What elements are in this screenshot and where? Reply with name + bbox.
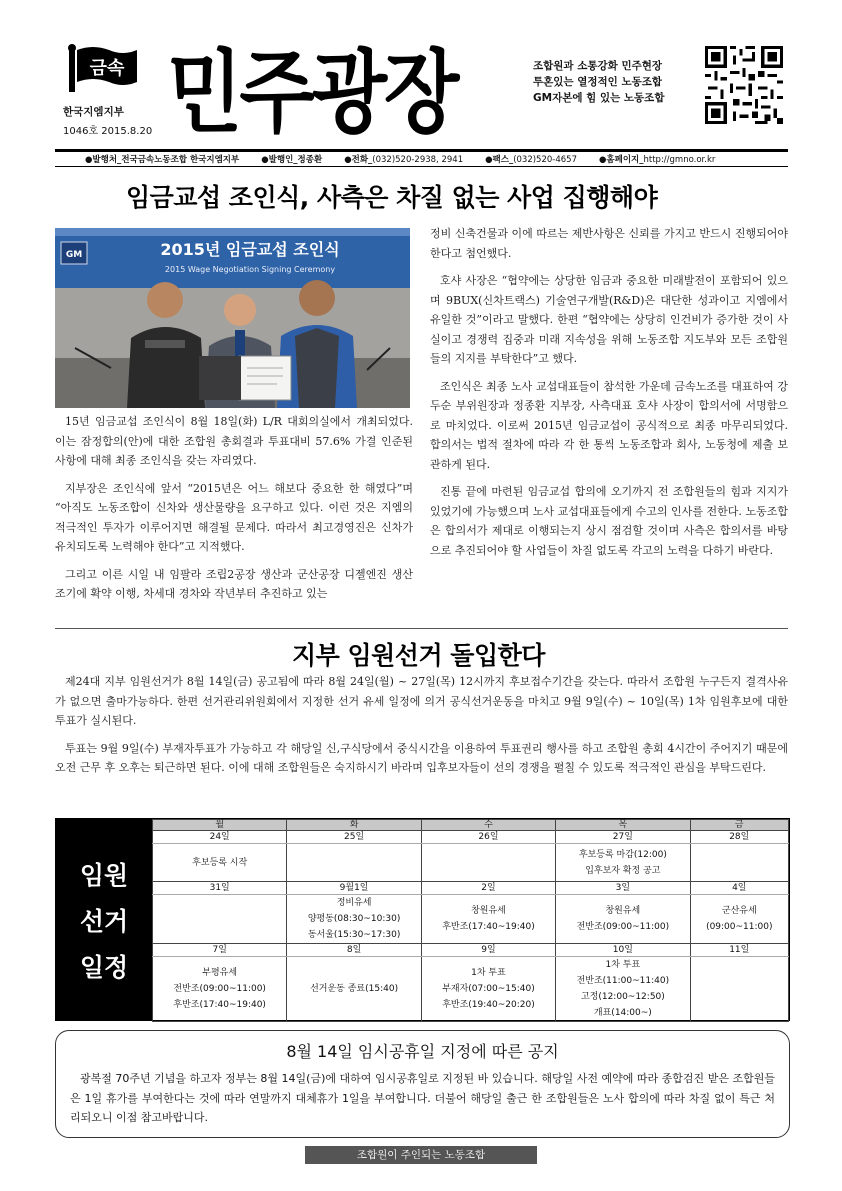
- notice-title: 8월 14일 임시공휴일 지정에 따른 공지: [286, 1042, 559, 1061]
- article1-paragraph: 호샤 사장은 “협약에는 상당한 임금과 중요한 미래발전이 포함되어 있으며 9BUX(신차트랙스) 기술연구개발(R&D)은 대단한 성과이고 지엠에서 유일한 것”이라고 말했다. 한편 “협약에는 상당히 인건비가 증가한 것이 사실이고 경쟁력 집중과 미래 지속성을 위해 노동조합 지도부와 모든 조합원들의 지지를 부탁한다”고 했다.: [430, 274, 788, 365]
- event-cell: [421, 895, 555, 944]
- event-line: 후보등록 마감(12:00): [578, 849, 667, 860]
- date-cell: 10일: [556, 944, 690, 957]
- date-cell: 31일: [153, 882, 287, 895]
- event-line: 개표(14:00~): [593, 1008, 652, 1018]
- date-cell: 9일: [421, 944, 555, 957]
- event-line: 입후보자 확정 공고: [585, 865, 661, 876]
- weekday-cell: 수: [421, 820, 555, 831]
- pub-item-publisher: ●발행처_전국금속노동조합 한국지엠지부: [85, 155, 240, 165]
- event-cell: [421, 957, 555, 1022]
- article1-paragraph: 진통 끝에 마련된 임금교섭 합의에 오기까지 전 조합원들의 힘과 지지가 있었기에 가능했으며 노사 교섭대표들에게 수고의 인사를 전한다. 노동조합은 합의서가 제대로 이행되는지 상시 점검할 것이며 사측은 합의서를 바탕으로 추진되어야 할 사업들이 차질 없도록 각고의 노력을 다하기 바란다.: [430, 485, 788, 557]
- article2-body: [55, 672, 788, 786]
- article1-left-column: [55, 412, 413, 612]
- date-row: [153, 882, 789, 895]
- article2-headline: 지부 임원선거 돌입한다: [292, 641, 545, 670]
- photo-badge: GM: [65, 250, 83, 260]
- event-line: 부평유세: [202, 968, 238, 978]
- pub-item-fax: ●팩스_(032)520-4657: [485, 155, 577, 165]
- event-line: 후반조(19:40~20:20): [442, 1000, 535, 1010]
- photo-illustration: [55, 228, 410, 408]
- date-cell: 25일: [287, 831, 421, 844]
- date-cell: 4일: [690, 882, 788, 895]
- article1-right-column: [430, 224, 788, 568]
- event-cell: [287, 895, 421, 944]
- event-line: 정비유세: [336, 898, 372, 908]
- event-cell: [153, 957, 287, 1022]
- event-line: 전반조(09:00~11:00): [576, 922, 670, 932]
- schedule-label: [56, 819, 152, 1020]
- event-cell: [153, 895, 287, 944]
- logo-text: 금속: [89, 58, 125, 79]
- pub-item-phone: ●전화_(032)520-2938, 2941: [344, 155, 464, 165]
- event-cell: [556, 844, 690, 882]
- date-cell: 3일: [556, 882, 690, 895]
- section-divider: [55, 628, 788, 629]
- date-cell: 2일: [421, 882, 555, 895]
- slogans: [533, 58, 664, 106]
- event-line: 후보등록 시작: [192, 857, 248, 868]
- article1-paragraph: 15년 임금교섭 조인식이 8월 18일(화) L/R 대회의실에서 개최되었다. 이는 잠정합의(안)에 대한 조합원 총회결과 투표대비 57.6% 가결 인준된 사항에 대해 최종 조인식을 갖는 자리였다.: [55, 415, 413, 467]
- issue-info: 1046호 2015.8.20: [63, 126, 153, 137]
- event-line: 전반조(09:00~11:00): [173, 984, 266, 994]
- holiday-notice: [55, 1030, 790, 1138]
- photo-banner-main: 2015년 임금교섭 조인식: [160, 240, 340, 259]
- photo-banner-sub: 2015 Wage Negotiation Signing Ceremony: [164, 265, 336, 274]
- newsletter-title: 민주광장: [167, 42, 457, 146]
- schedule-label-line: 임원: [79, 861, 129, 890]
- slogan-line: 조합원과 소통강화 민주현장: [533, 60, 663, 72]
- union-flag-logo: [63, 44, 141, 92]
- event-line: 창원유세: [471, 906, 506, 916]
- article1-paragraph: 그리고 이른 시일 내 임팔라 조립2공장 생산과 군산공장 디젤엔진 생산 조기에 확약 이행, 차세대 경차와 작년부터 추진하고 있는: [55, 567, 413, 600]
- article1-paragraph: 조인식은 최종 노사 교섭대표들이 참석한 가운데 금속노조를 대표하여 강두순 부위원장과 정종환 지부장, 사측대표 호샤 사장이 합의서에 서명함으로 마치었다. 이로써 2015년 임금교섭이 공식적으로 최종 마무리되었다. 합의서는 법적 절차에 따라 각 한 통씩 노동조합과 회사, 노동청에 제출 보관하게 된다.: [430, 379, 788, 471]
- event-cell: [556, 957, 690, 1022]
- qr-code[interactable]: [705, 46, 783, 124]
- weekday-cell: 금: [690, 820, 788, 831]
- slogan-line: GM자본에 힘 있는 노동조합: [533, 92, 665, 104]
- event-cell: [690, 844, 788, 882]
- event-line: 1차 투표: [471, 968, 506, 978]
- event-line: 군산유세: [721, 906, 757, 916]
- weekday-cell: 월: [153, 820, 287, 831]
- event-cell: [421, 844, 555, 882]
- event-line: 고정(12:00~12:50): [580, 992, 665, 1002]
- event-line: 후반조(17:40~19:40): [442, 922, 535, 932]
- masthead: [55, 40, 795, 150]
- election-schedule: [55, 818, 790, 1021]
- article1-paragraph: 정비 신축건물과 이에 따르는 제반사항은 신뢰를 가지고 반드시 진행되어야 한다고 첨언했다.: [430, 227, 788, 260]
- pub-item-issuer: ●발행인_정종환: [261, 155, 323, 165]
- date-cell: 8일: [287, 944, 421, 957]
- footer-slogan: 조합원이 주인되는 노동조합: [305, 1146, 537, 1164]
- date-cell: 27일: [556, 831, 690, 844]
- schedule-label-line: 선거: [79, 907, 129, 936]
- article1-headline: 임금교섭 조인식, 사측은 차질 없는 사업 집행해야: [126, 183, 658, 212]
- event-line: 창원유세: [605, 906, 641, 916]
- date-row: [153, 944, 789, 957]
- date-cell: 11일: [690, 944, 788, 957]
- event-line: 부재자(07:00~15:40): [442, 984, 535, 994]
- event-row: [153, 895, 789, 944]
- date-cell: 24일: [153, 831, 287, 844]
- date-row: [153, 831, 789, 844]
- signing-ceremony-photo: [55, 228, 410, 408]
- event-line: 전반조(11:00~11:40): [576, 976, 670, 986]
- event-row: [153, 844, 789, 882]
- event-line: 1차 투표: [605, 960, 641, 970]
- event-cell: [556, 895, 690, 944]
- event-line: (09:00~11:00): [706, 922, 773, 932]
- schedule-calendar: [152, 819, 789, 1022]
- event-cell: [690, 957, 788, 1022]
- schedule-label-line: 일정: [79, 953, 129, 982]
- weekday-cell: 목: [556, 820, 690, 831]
- date-cell: 7일: [153, 944, 287, 957]
- pub-item-homepage[interactable]: ●홈페이지_http://gmno.or.kr: [598, 155, 716, 165]
- event-cell: [287, 957, 421, 1022]
- event-cell: [690, 895, 788, 944]
- article2-paragraph: 투표는 9월 9일(수) 부재자투표가 가능하고 각 해당일 신,구식당에서 중식시간을 이용하여 투표권리 행사를 하고 조합원 총회 4시간이 주어지기 때문에 오전 근무 후 오후는 퇴근하면 된다. 이에 대해 조합원들은 숙지하시기 바라며 입후보자들이 선의 경쟁을 펼칠 수 있도록 적극적인 관심을 부탁드린다.: [55, 741, 788, 774]
- event-row: [153, 957, 789, 1022]
- event-cell: [153, 844, 287, 882]
- date-cell: 28일: [690, 831, 788, 844]
- event-line: 동서울(15:30~17:30): [307, 930, 401, 940]
- event-line: 양평동(08:30~10:30): [307, 914, 401, 924]
- date-cell: 9월1일: [287, 882, 421, 895]
- date-cell: 26일: [421, 831, 555, 844]
- article2-paragraph: 제24대 지부 임원선거가 8월 14일(금) 공고됨에 따라 8월 24일(월) ~ 27일(목) 12시까지 후보접수기간을 갖는다. 따라서 조합원 누구든지 결격사유가 없으면 출마가능하다. 한편 선거관리위원회에서 지정한 선거 유세 일정에 의거 공식선거운동을 마치고 9월 9일(수) ~ 10일(목) 1차 임원후보에 대한 투표가 실시된다.: [55, 675, 788, 727]
- event-cell: [287, 844, 421, 882]
- branch-name: 한국지엠지부: [63, 106, 124, 118]
- weekday-row: [153, 820, 789, 831]
- notice-body: 광복절 70주년 기념을 하고자 정부는 8월 14일(금)에 대하여 임시공휴일로 지정된 바 있습니다. 해당일 사전 예약에 따라 종합검진 받은 조합원들은 1일 휴가를 부여한다는 것에 따라 연말까지 대체휴가 1일을 부여합니다. 더불어 해당일 출근 한 조합원들은 노사 합의에 따라 차질 없이 특근 처리되오니 이점 참고바랍니다.: [70, 1072, 775, 1124]
- weekday-cell: 화: [287, 820, 421, 831]
- event-line: 선거운동 종료(15:40): [310, 984, 399, 994]
- article1-paragraph: 지부장은 조인식에 앞서 “2015년은 어느 해보다 중요한 한 해였다”며 “아직도 노동조합이 신차와 생산물량을 요구하고 있다. 이런 것은 지엠의 적극적인 투자가 이루어지면 해결될 문제다. 따라서 최고경영진은 신차가 유치되도록 노력해야 한다”고 지적했다.: [55, 481, 413, 553]
- publisher-info-bar: [55, 149, 788, 167]
- event-line: 후반조(17:40~19:40): [173, 1000, 266, 1010]
- slogan-line: 투혼있는 열정적인 노동조합: [533, 76, 663, 88]
- schedule-weeks: [153, 831, 789, 1022]
- union-logo: [55, 40, 155, 150]
